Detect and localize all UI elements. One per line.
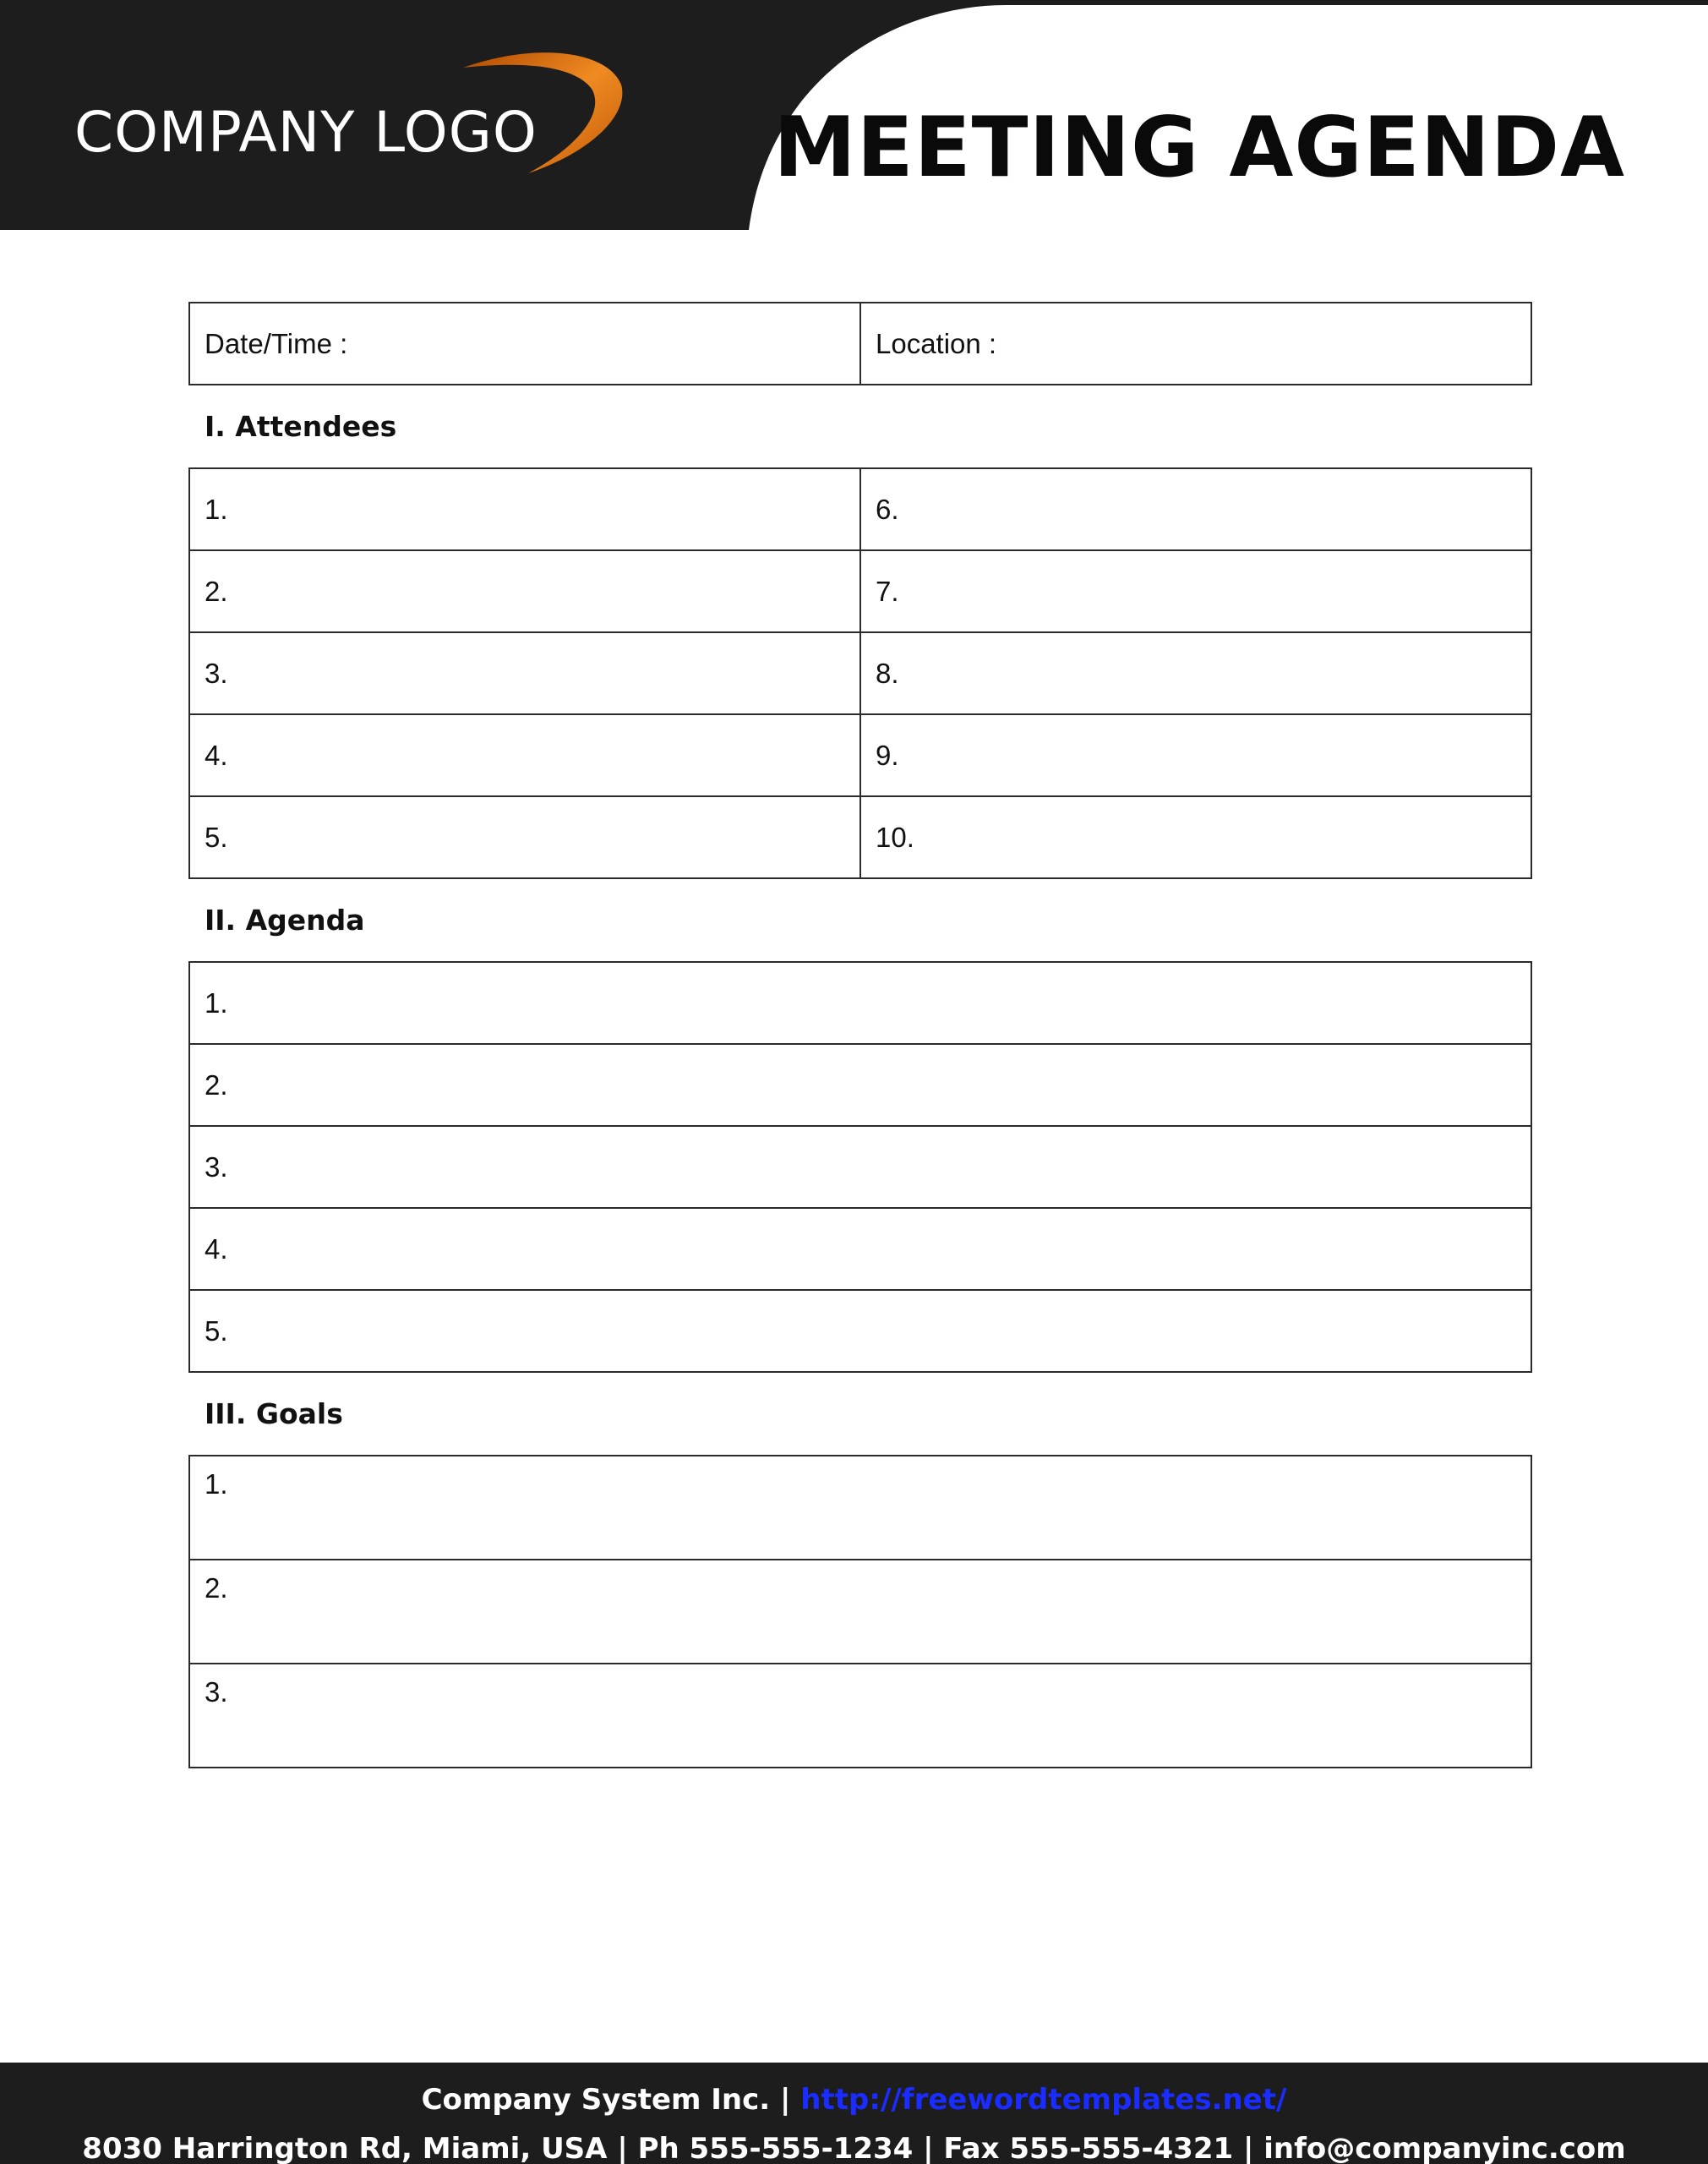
attendees-table <box>188 467 1532 879</box>
goals-table <box>188 1455 1532 1768</box>
table-row <box>189 1664 1531 1768</box>
date-time-field[interactable]: Date/Time : <box>189 303 860 385</box>
page-title: MEETING AGENDA <box>773 100 1625 196</box>
footer-website-link[interactable]: http://freewordtemplates.net/ <box>800 2083 1287 2117</box>
table-row <box>189 1456 1531 1560</box>
footer-company-name: Company System Inc. | <box>421 2083 791 2117</box>
location-field[interactable]: Location : <box>860 303 1531 385</box>
agenda-item-cell[interactable]: 2. <box>189 1044 1531 1126</box>
attendee-cell[interactable]: 1. <box>189 468 860 550</box>
agenda-item-cell[interactable]: 5. <box>189 1290 1531 1372</box>
agenda-form <box>188 302 1532 1768</box>
goal-cell[interactable]: 2. <box>189 1560 1531 1664</box>
footer <box>0 2063 1708 2164</box>
attendee-cell[interactable]: 5. <box>189 796 860 878</box>
table-row <box>189 796 1531 878</box>
agenda-item-cell[interactable]: 4. <box>189 1208 1531 1290</box>
attendee-cell[interactable]: 3. <box>189 632 860 714</box>
table-row <box>189 1560 1531 1664</box>
agenda-table <box>188 961 1532 1373</box>
attendee-cell[interactable]: 7. <box>860 550 1531 632</box>
attendee-cell[interactable]: 4. <box>189 714 860 796</box>
table-row <box>189 962 1531 1044</box>
table-row <box>189 303 1531 385</box>
table-row <box>189 550 1531 632</box>
table-row <box>189 1044 1531 1126</box>
agenda-item-cell[interactable]: 1. <box>189 962 1531 1044</box>
attendee-cell[interactable]: 9. <box>860 714 1531 796</box>
footer-company-line <box>0 2083 1708 2117</box>
table-row <box>189 1208 1531 1290</box>
table-row <box>189 632 1531 714</box>
attendee-cell[interactable]: 10. <box>860 796 1531 878</box>
goal-cell[interactable]: 1. <box>189 1456 1531 1560</box>
table-row <box>189 1290 1531 1372</box>
table-row <box>189 1126 1531 1208</box>
footer-address-line: 8030 Harrington Rd, Miami, USA | Ph 555-555-1234 | Fax 555-555-4321 | info@companyinc.com <box>82 2132 1626 2164</box>
attendee-cell[interactable]: 8. <box>860 632 1531 714</box>
company-logo: COMPANY LOGO <box>74 100 538 165</box>
table-row <box>189 714 1531 796</box>
attendees-heading: I. Attendees <box>205 410 397 443</box>
agenda-heading: II. Agenda <box>205 904 365 937</box>
table-row <box>189 468 1531 550</box>
attendee-cell[interactable]: 6. <box>860 468 1531 550</box>
goals-heading: III. Goals <box>205 1397 343 1430</box>
attendee-cell[interactable]: 2. <box>189 550 860 632</box>
goal-cell[interactable]: 3. <box>189 1664 1531 1768</box>
info-table <box>188 302 1532 385</box>
agenda-item-cell[interactable]: 3. <box>189 1126 1531 1208</box>
